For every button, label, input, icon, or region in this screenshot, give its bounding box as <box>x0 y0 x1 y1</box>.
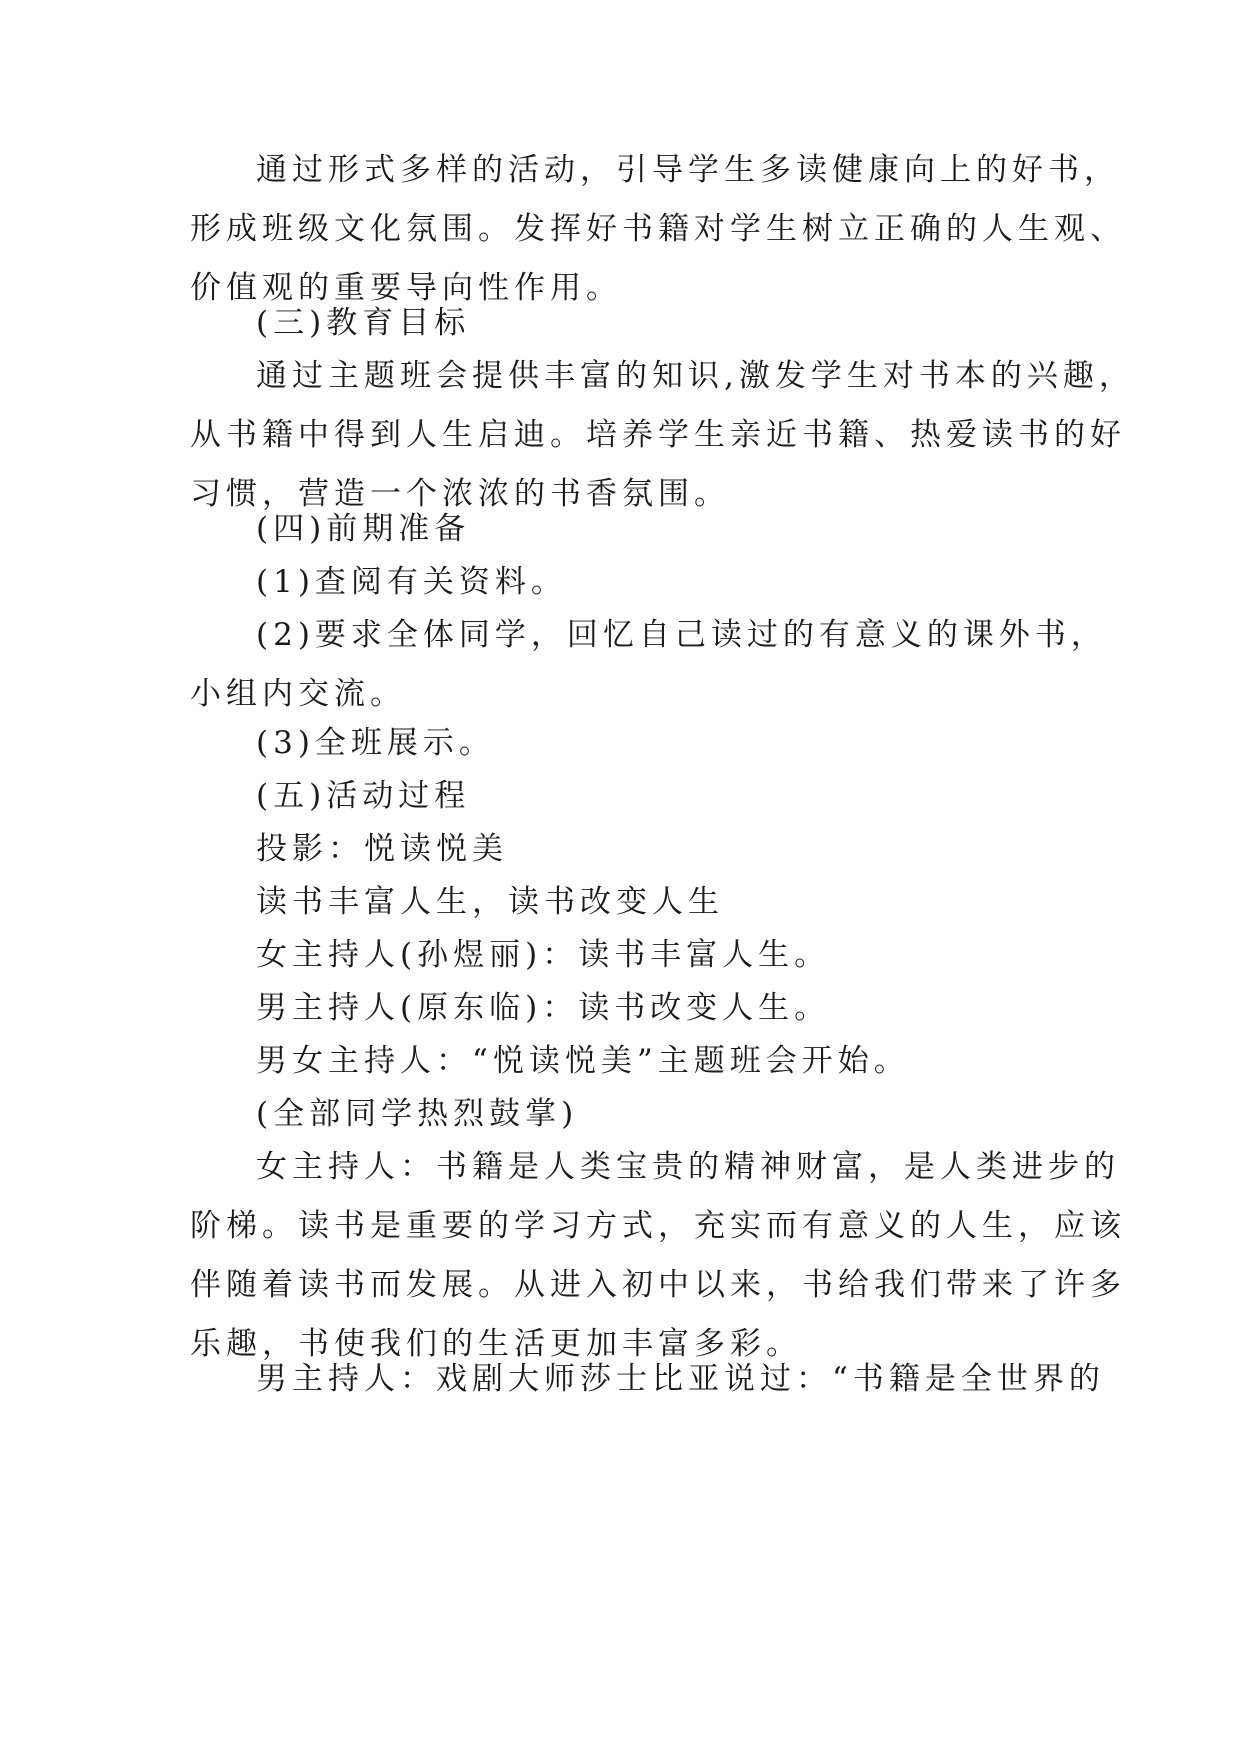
list-item-2 <box>190 606 1107 724</box>
female-host-line <box>190 926 1070 985</box>
text-line: 女主持人(孙煜丽)：读书丰富人生。 <box>256 937 831 973</box>
paragraph-activity-intro <box>190 141 1126 318</box>
text-line: 男主持人(原东临)：读书改变人生。 <box>256 990 831 1026</box>
applause-line <box>190 1085 1070 1144</box>
text-line: 习惯，营造一个浓浓的书香氛围。 <box>190 476 730 512</box>
text-line: (2)要求全体同学，回忆自己读过的有意义的课外书， <box>256 617 1107 653</box>
heading-education-goals <box>190 294 1070 353</box>
text-line: 男女主持人：“悦读悦美”主题班会开始。 <box>256 1043 910 1079</box>
both-hosts-line <box>190 1032 1070 1091</box>
text-line: 男主持人：戏剧大师莎士比亚说过：“书籍是全世界的 <box>256 1361 1105 1397</box>
text-line: 女主持人：书籍是人类宝贵的精神财富，是人类进步的 <box>256 1149 1120 1185</box>
text-line: 乐趣，书使我们的生活更加丰富多彩。 <box>190 1326 802 1362</box>
male-host-line <box>190 979 1070 1038</box>
list-item-3 <box>190 714 1070 773</box>
text-line: 投影：悦读悦美 <box>256 831 508 867</box>
heading-preparation <box>190 500 1070 559</box>
text-line: (1)查阅有关资料。 <box>256 564 567 600</box>
text-line: 阶梯。读书是重要的学习方式，充实而有意义的人生，应该 <box>190 1208 1126 1244</box>
paragraph-male-host-speech <box>190 1350 1105 1409</box>
text-line: 小组内交流。 <box>190 676 406 712</box>
text-line: (四)前期准备 <box>256 511 471 547</box>
text-line: (五)活动过程 <box>256 778 471 814</box>
text-line: 价值观的重要导向性作用。 <box>190 270 622 306</box>
projection-line <box>190 820 1070 879</box>
text-line: 通过主题班会提供丰富的知识,激发学生对书本的兴趣， <box>256 358 1135 394</box>
slogan-line <box>190 873 1070 932</box>
text-line: 读书丰富人生，读书改变人生 <box>256 884 724 920</box>
paragraph-education-goals <box>190 347 1135 524</box>
text-line: 通过形式多样的活动，引导学生多读健康向上的好书， <box>256 152 1120 188</box>
heading-activity-process <box>190 767 1070 826</box>
text-line: 从书籍中得到人生启迪。培养学生亲近书籍、热爱读书的好 <box>190 417 1126 453</box>
text-line: 伴随着读书而发展。从进入初中以来，书给我们带来了许多 <box>190 1267 1126 1303</box>
text-line: (全部同学热烈鼓掌) <box>256 1096 579 1132</box>
text-line: 形成班级文化氛围。发挥好书籍对学生树立正确的人生观、 <box>190 211 1126 247</box>
paragraph-female-host-speech <box>190 1138 1126 1374</box>
list-item-1 <box>190 553 1070 612</box>
text-line: (3)全班展示。 <box>256 725 495 761</box>
text-line: (三)教育目标 <box>256 305 471 341</box>
